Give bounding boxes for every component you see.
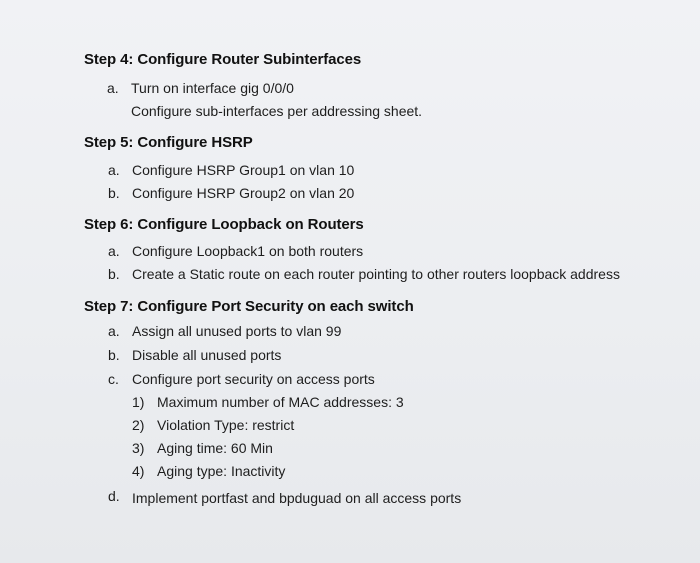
step-4-item-a-continuation: Configure sub-interfaces per addressing sheet. [131,103,423,119]
step-7-subitem-3: Aging time: 60 Min [157,440,273,456]
step-7-item-a-marker: a. [108,323,120,339]
step-7-subitem-2: Violation Type: restrict [157,417,295,433]
step-7-subitem-4-marker: 4) [132,463,145,479]
step-7-item-d: Implement portfast and bpduguad on all access ports [132,490,462,506]
step-6-item-a-marker: a. [108,243,120,259]
step-6-item-a: Configure Loopback1 on both routers [132,243,364,259]
step-5-item-a-marker: a. [108,162,120,178]
step-4-item-a: Turn on interface gig 0/0/0 [131,80,294,96]
step-5-heading: Step 5: Configure HSRP [84,134,253,151]
step-7-subitem-2-marker: 2) [132,417,145,433]
step-6-item-b: Create a Static route on each router pointing to other routers loopback address [132,266,620,282]
step-4-heading: Step 4: Configure Router Subinterfaces [84,51,362,68]
step-7-item-b-marker: b. [108,347,120,363]
step-4-item-a-marker: a. [107,80,119,96]
step-5-item-a: Configure HSRP Group1 on vlan 10 [132,162,355,178]
step-7-item-b: Disable all unused ports [132,347,282,363]
step-7-subitem-1-marker: 1) [132,394,145,410]
step-7-item-d-marker: d. [108,488,120,504]
step-7-item-c-marker: c. [108,371,119,387]
step-7-subitem-1: Maximum number of MAC addresses: 3 [157,394,404,410]
step-5-item-b: Configure HSRP Group2 on vlan 20 [132,185,355,201]
step-6-item-b-marker: b. [108,266,120,282]
step-7-heading: Step 7: Configure Port Security on each switch [84,298,414,315]
step-7-subitem-3-marker: 3) [132,440,145,456]
step-7-item-c: Configure port security on access ports [132,371,375,387]
step-5-item-b-marker: b. [108,185,120,201]
step-6-heading: Step 6: Configure Loopback on Routers [84,216,364,233]
step-7-subitem-4: Aging type: Inactivity [157,463,286,479]
step-7-item-a: Assign all unused ports to vlan 99 [132,323,342,339]
